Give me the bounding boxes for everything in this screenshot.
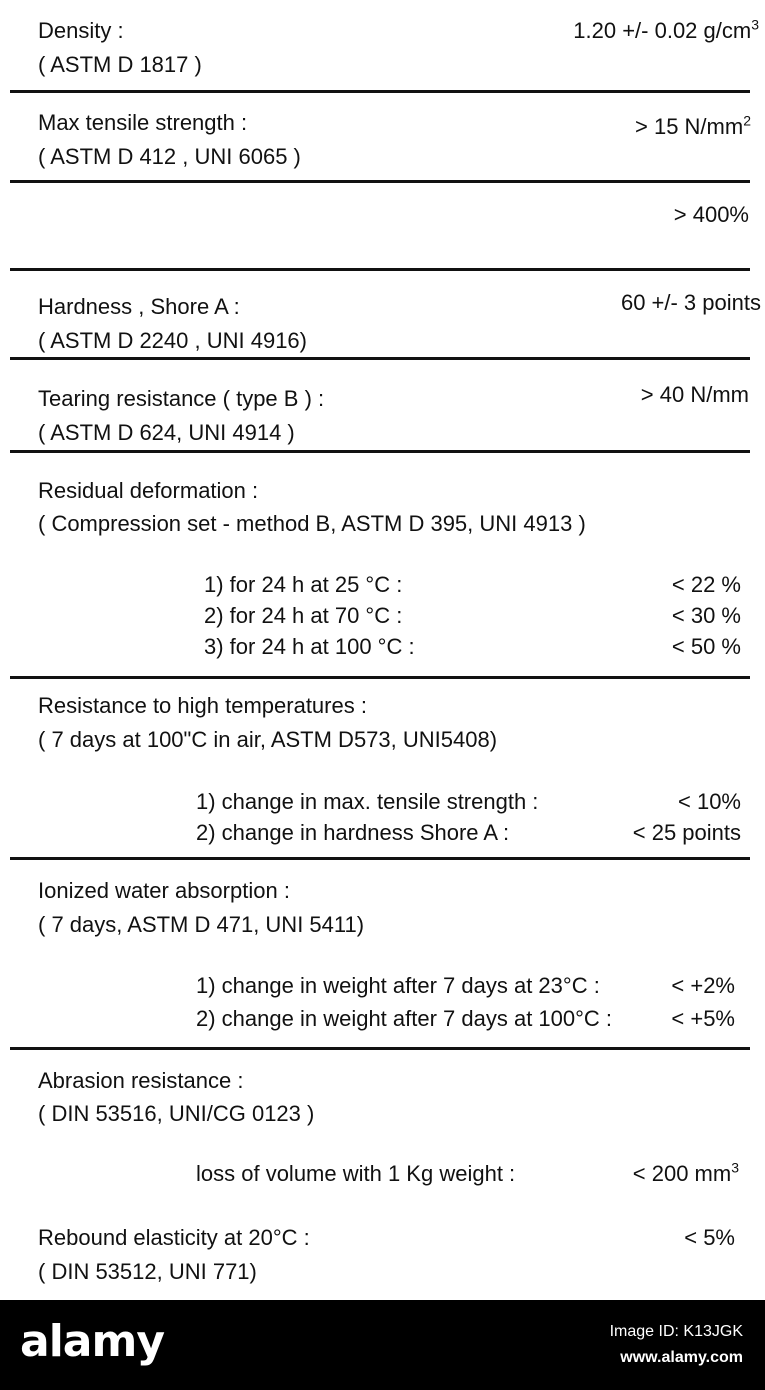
section-divider — [10, 268, 750, 271]
abrasion-item-label: loss of volume with 1 Kg weight : — [196, 1161, 516, 1186]
alamy-logo: alamy — [20, 1316, 164, 1367]
section-divider — [10, 1047, 750, 1050]
water-item-label: 1) change in weight after 7 days at 23°C : — [196, 973, 600, 998]
residual-item-label: 1) for 24 h at 25 °C : — [204, 572, 403, 597]
hardness-value: 60 +/- 3 points — [620, 290, 761, 315]
residual-item-value: < 50 % — [671, 634, 741, 659]
hardness-label: Hardness , Shore A : — [38, 294, 240, 319]
watermark-footer — [0, 1300, 765, 1390]
residual-item-label: 2) for 24 h at 70 °C : — [204, 603, 403, 628]
abrasion-value: < 200 $mm^3$ — [632, 1159, 739, 1186]
tearing-value: > 40 N/mm — [640, 382, 749, 407]
water-label: Ionized water absorption : — [38, 878, 290, 903]
hardness-standard: ( ASTM D 2240 , UNI 4916) — [38, 328, 307, 353]
abrasion-standard: ( DIN 53516, UNI/CG 0123 ) — [38, 1101, 315, 1126]
section-divider — [10, 357, 750, 360]
image-id: Image ID: K13JGK — [609, 1323, 743, 1340]
residual-label: Residual deformation : — [38, 478, 259, 503]
hightemp-item-value: < 25 points — [632, 820, 741, 845]
tensile-standard: ( ASTM D 412 , UNI 6065 ) — [38, 144, 301, 169]
hightemp-item-label: 2) change in hardness Shore A : — [196, 820, 510, 845]
water-item-label: 2) change in weight after 7 days at 100°C : — [196, 1006, 613, 1031]
section-divider — [10, 180, 750, 183]
density-standard: ( ASTM D 1817 ) — [38, 52, 202, 77]
hightemp-label: Resistance to high temperatures : — [38, 693, 367, 718]
hightemp-standard: ( 7 days at 100"C in air, ASTM D573, UNI5408) — [38, 727, 498, 752]
section-divider — [10, 90, 750, 93]
section-divider — [10, 676, 750, 679]
residual-standard: ( Compression set - method B, ASTM D 395, UNI 4913 ) — [38, 511, 586, 536]
tearing-standard: ( ASTM D 624, UNI 4914 ) — [38, 420, 295, 445]
rebound-label: Rebound elasticity at 20°C : — [38, 1225, 310, 1250]
tensile-value: > 15 $N/mm^2$ — [635, 112, 751, 139]
site-url: www.alamy.com — [620, 1349, 743, 1366]
density-label: Density : — [38, 18, 124, 43]
tearing-label: Tearing resistance ( type B ) : — [38, 386, 325, 411]
water-item-value: < +5% — [671, 1006, 735, 1031]
water-item-value: < +2% — [671, 973, 735, 998]
section-divider — [10, 857, 750, 860]
density-value: 1.20 +/- 0.02 $g/cm^3$ — [573, 16, 759, 43]
residual-item-value: < 30 % — [671, 603, 741, 628]
section-divider — [10, 450, 750, 453]
elongation-value: > 400% — [673, 202, 749, 227]
residual-item-value: < 22 % — [671, 572, 741, 597]
residual-item-label: 3) for 24 h at 100 °C : — [204, 634, 415, 659]
hightemp-item-value: < 10% — [678, 789, 741, 814]
tensile-label: Max tensile strength : — [38, 110, 248, 135]
rebound-standard: ( DIN 53512, UNI 771) — [38, 1259, 257, 1284]
water-standard: ( 7 days, ASTM D 471, UNI 5411) — [38, 912, 365, 937]
abrasion-label: Abrasion resistance : — [38, 1068, 244, 1093]
hightemp-item-label: 1) change in max. tensile strength : — [196, 789, 539, 814]
rebound-value: < 5% — [684, 1225, 735, 1250]
